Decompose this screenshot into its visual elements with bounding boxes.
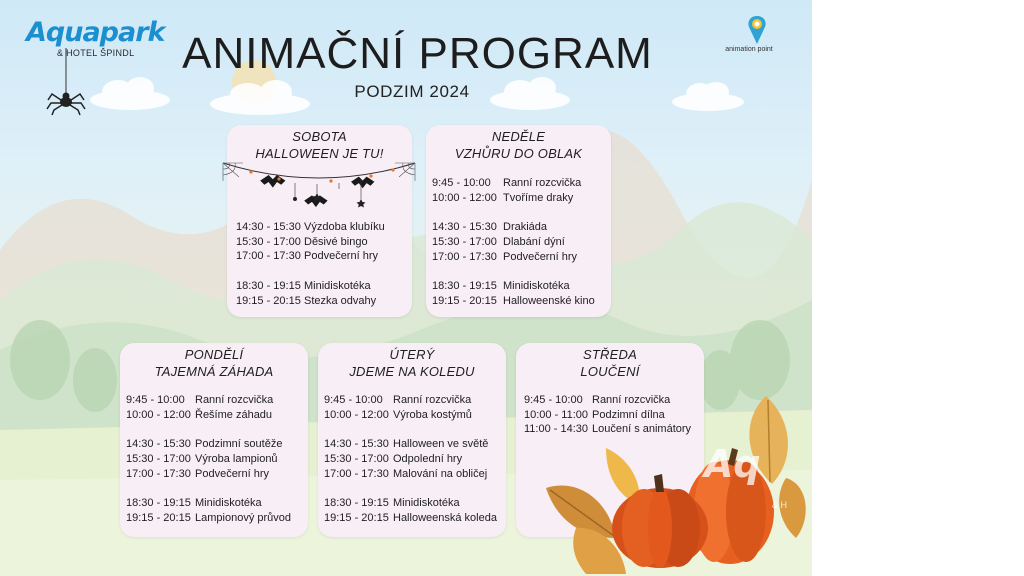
activity: Podvečerní hry — [304, 250, 378, 263]
activity: Ranní rozcvička — [503, 177, 582, 189]
activity: Halloweenská koleda — [393, 511, 497, 524]
activity: Minidiskotéka — [393, 496, 460, 509]
card-heading — [426, 128, 611, 162]
logo-main-text: Aquapark — [26, 17, 165, 48]
day-theme: TAJEMNÁ ZÁHADA — [154, 364, 274, 379]
time: 19:15 - 20:15 — [236, 294, 301, 307]
activity: Tvoříme draky — [503, 191, 574, 204]
schedule-list — [126, 393, 308, 525]
time: 14:30 - 15:30 — [432, 221, 497, 234]
card-heading — [227, 128, 412, 162]
time: 19:15 - 20:15 — [324, 511, 389, 524]
day-name: SOBOTA — [292, 129, 347, 144]
day-name: PONDĚLÍ — [184, 347, 244, 362]
activity: Výzdoba klubíku — [304, 221, 385, 233]
activity: Lampionový průvod — [195, 511, 292, 524]
time: 10:00 - 12:00 — [126, 408, 191, 421]
activity: Halloween ve světě — [393, 438, 489, 451]
schedule-row — [236, 249, 412, 264]
time: 14:30 - 15:30 — [126, 438, 191, 451]
time: 17:00 - 17:30 — [126, 467, 191, 480]
activity: Minidiskotéka — [304, 279, 371, 292]
activity: Podzimní soutěže — [195, 438, 283, 451]
time: 19:15 - 20:15 — [126, 511, 191, 524]
schedule-row — [236, 279, 412, 294]
location-pin-icon — [714, 14, 784, 48]
card-nedele — [426, 125, 611, 317]
schedule-list — [324, 393, 506, 525]
activity: Drakiáda — [503, 221, 548, 234]
day-theme: VZHŮRU DO OBLAK — [454, 146, 583, 161]
spider-icon — [44, 48, 88, 118]
activity: Ranní rozcvička — [393, 394, 472, 406]
schedule-row — [432, 220, 611, 235]
schedule-row — [324, 408, 506, 423]
schedule-row — [432, 294, 611, 309]
activity: Halloweenské kino — [503, 294, 595, 307]
schedule-row — [324, 496, 506, 511]
activity: Ranní rozcvička — [195, 394, 274, 406]
time: 15:30 - 17:00 — [432, 235, 497, 248]
activity: Odpolední hry — [393, 452, 463, 465]
schedule-list — [236, 220, 412, 308]
day-theme: LOUČENÍ — [580, 364, 640, 379]
time: 9:45 - 10:00 — [324, 394, 383, 406]
day-name: NEDĚLE — [491, 129, 546, 144]
page-title: ANIMAČNÍ PROGRAM — [182, 29, 653, 78]
schedule-row — [432, 176, 611, 191]
activity: Minidiskotéka — [503, 279, 570, 292]
time: 17:00 - 17:30 — [324, 467, 389, 480]
activity: Řešíme záhadu — [195, 408, 273, 421]
pumpkins-and-leaves-decoration — [546, 388, 812, 576]
animation-point-text: animation point — [725, 46, 773, 53]
activity: Děsivé bingo — [304, 235, 368, 248]
card-utery — [318, 343, 506, 537]
schedule-row — [126, 452, 308, 467]
activity: Minidiskotéka — [195, 496, 262, 509]
activity: Podvečerní hry — [503, 250, 577, 263]
schedule-row — [126, 408, 308, 423]
watermark-small-text: & H — [772, 500, 788, 510]
activity: Výroba kostýmů — [393, 408, 472, 421]
activity: Podvečerní hry — [195, 467, 269, 480]
watermark-text: Aq — [704, 442, 761, 486]
schedule-row — [324, 467, 506, 482]
time: 19:15 - 20:15 — [432, 294, 497, 307]
time: 9:45 - 10:00 — [432, 177, 491, 189]
schedule-row — [126, 437, 308, 452]
activity: Výroba lampionů — [195, 452, 278, 465]
time: 14:30 - 15:30 — [324, 438, 389, 451]
logo-sub-text: & HOTEL ŠPINDL — [57, 48, 135, 58]
time: 9:45 - 10:00 — [126, 394, 185, 406]
activity: Ranní rozcvička — [592, 394, 671, 406]
time: 17:00 - 17:30 — [236, 250, 301, 263]
card-pondeli — [120, 343, 308, 537]
time: 15:30 - 17:00 — [126, 452, 191, 465]
schedule-row — [432, 191, 611, 206]
schedule-row — [126, 393, 308, 408]
time: 18:30 - 19:15 — [126, 496, 191, 509]
schedule-row — [432, 250, 611, 265]
time: 10:00 - 12:00 — [432, 191, 497, 204]
activity: Podzimní dílna — [592, 408, 665, 421]
activity: Loučení s animátory — [592, 423, 692, 436]
activity: Dlabání dýní — [503, 235, 565, 248]
schedule-row — [324, 452, 506, 467]
time: 15:30 - 17:00 — [324, 452, 389, 465]
schedule-row — [236, 294, 412, 309]
schedule-row — [126, 496, 308, 511]
schedule-row — [432, 279, 611, 294]
day-theme: HALLOWEEN JE TU! — [255, 146, 384, 161]
day-theme: JDEME NA KOLEDU — [349, 364, 475, 379]
card-sobota — [227, 125, 412, 317]
day-name: STŘEDA — [583, 347, 637, 362]
time: 17:00 - 17:30 — [432, 250, 497, 263]
card-heading — [318, 346, 506, 380]
schedule-list — [432, 176, 611, 308]
time: 15:30 - 17:00 — [236, 235, 301, 248]
schedule-row — [126, 467, 308, 482]
time: 10:00 - 12:00 — [324, 408, 389, 421]
schedule-row — [324, 511, 506, 526]
animation-point-logo — [714, 14, 784, 62]
schedule-row — [324, 393, 506, 408]
schedule-row — [324, 437, 506, 452]
schedule-row — [236, 235, 412, 250]
time: 18:30 - 19:15 — [432, 279, 497, 292]
day-name: ÚTERÝ — [389, 347, 435, 362]
halloween-bat-garland — [221, 159, 417, 215]
time: 14:30 - 15:30 — [236, 221, 301, 233]
time: 18:30 - 19:15 — [324, 496, 389, 509]
season-subtitle: PODZIM 2024 — [354, 82, 470, 101]
time: 9:45 - 10:00 — [524, 394, 583, 406]
schedule-row — [126, 511, 308, 526]
activity: Malování na obličej — [393, 467, 488, 480]
schedule-row — [236, 220, 412, 235]
time: 11:00 - 14:30 — [524, 423, 589, 436]
card-heading — [516, 346, 704, 380]
card-heading — [120, 346, 308, 380]
activity: Stezka odvahy — [304, 294, 377, 307]
schedule-row — [432, 235, 611, 250]
time: 10:00 - 11:00 — [524, 408, 589, 421]
time: 18:30 - 19:15 — [236, 279, 301, 292]
